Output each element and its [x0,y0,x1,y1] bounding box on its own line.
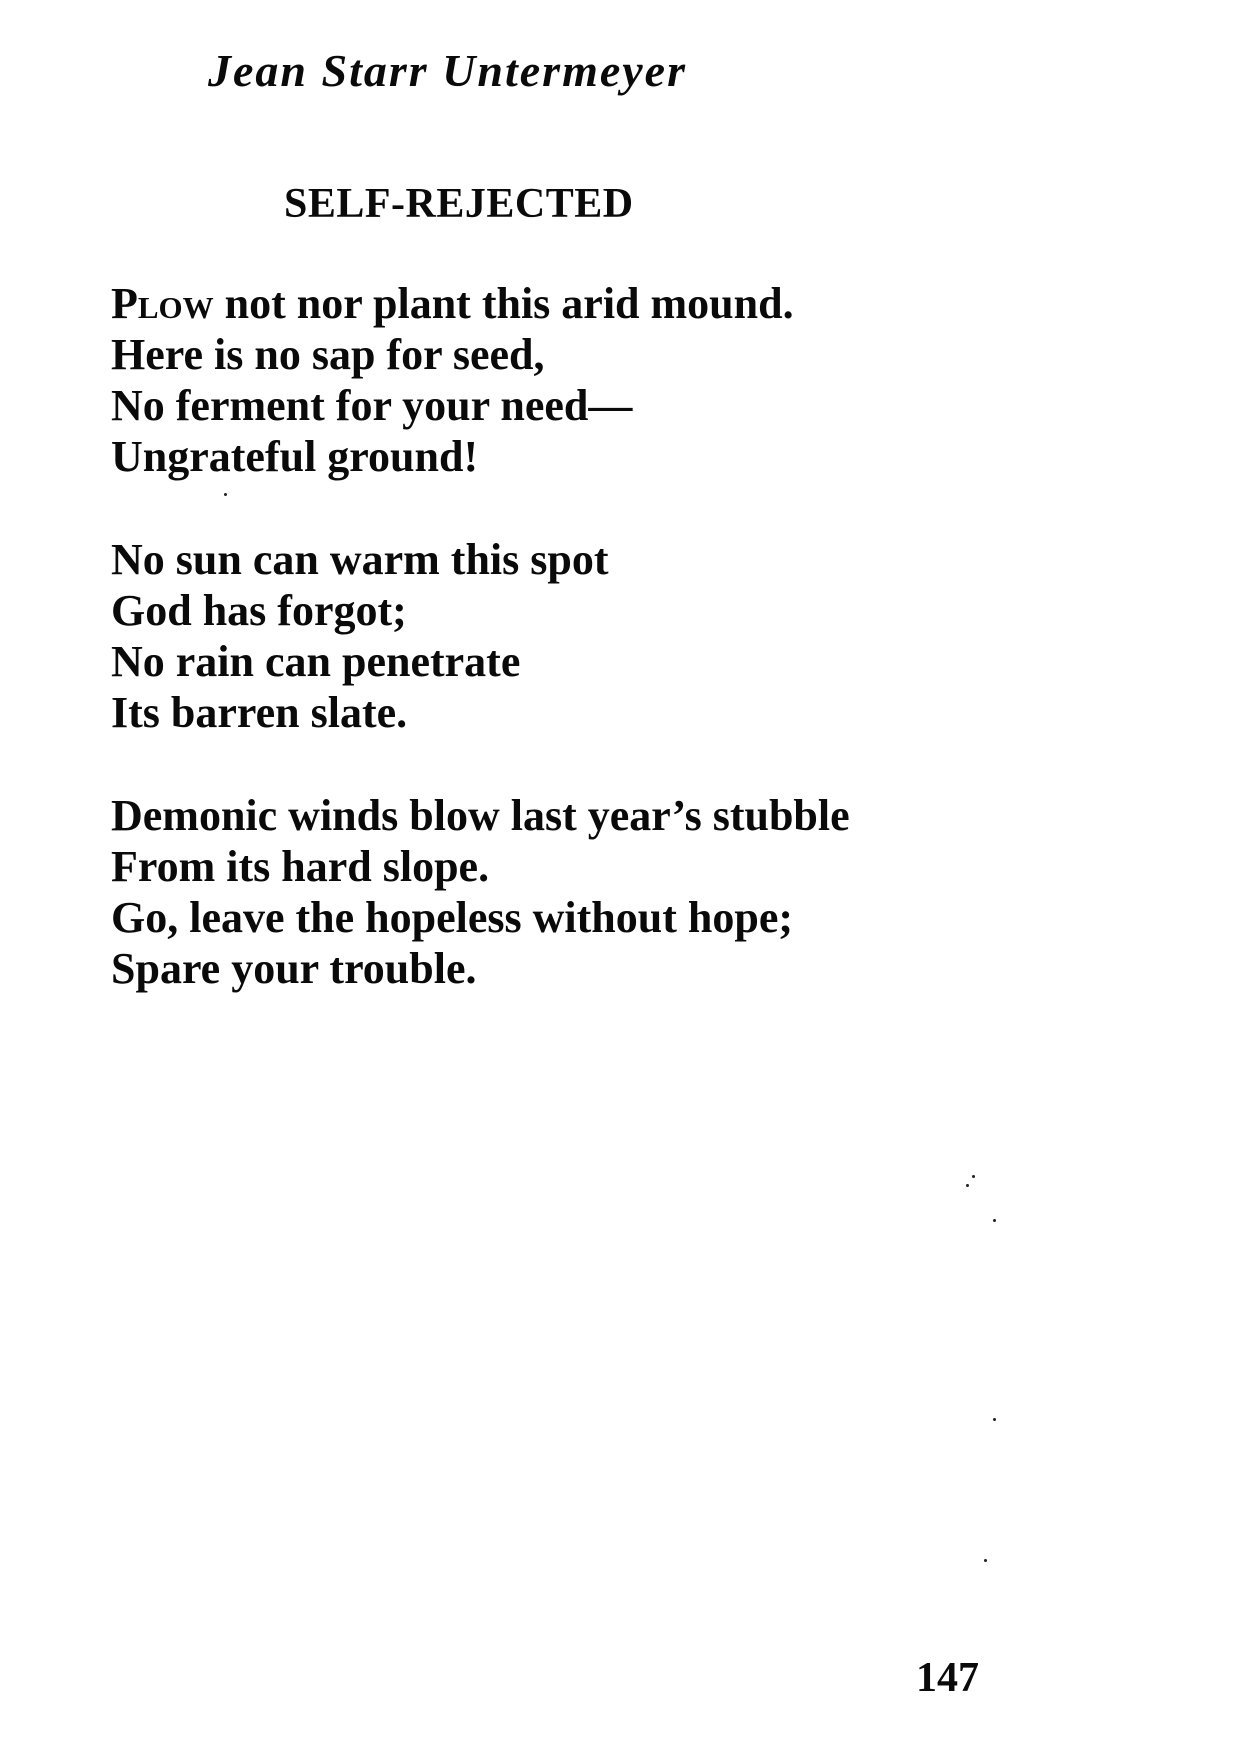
scan-speck [972,1175,975,1178]
poem-line: From its hard slope. [111,842,490,891]
stanza-1 [111,278,1111,482]
author-name: Jean Starr Untermeyer [208,45,687,96]
poem-line: Spare your trouble. [111,944,477,993]
poem-line: Go, leave the hopeless without hope; [111,893,793,942]
poem-title: SELF-REJECTED [284,181,634,227]
stanza-2 [111,534,1111,738]
scan-speck [966,1184,969,1187]
poem-line: Its barren slate. [111,688,408,737]
page-number: 147 [916,1655,979,1701]
poem-line: No sun can warm this spot [111,535,609,584]
poem-line: Here is no sap for seed, [111,330,545,379]
scan-speck [993,1219,996,1222]
poem-line: No ferment for your need— [111,381,633,430]
stanza-3 [111,790,1111,994]
poem-line: Ungrateful ground! [111,432,479,481]
poem-line: No rain can penetrate [111,637,521,686]
line-rest: not nor plant this arid mound. [213,279,794,328]
drop-word: Plow [111,279,214,328]
poem-line: Demonic winds blow last year’s stubble [111,791,850,840]
poem-body [111,278,1111,1046]
scan-speck [984,1559,987,1562]
scan-speck [224,493,227,496]
poem-line [111,278,1111,329]
poem-line: God has forgot; [111,586,407,635]
scan-speck [993,1418,996,1421]
